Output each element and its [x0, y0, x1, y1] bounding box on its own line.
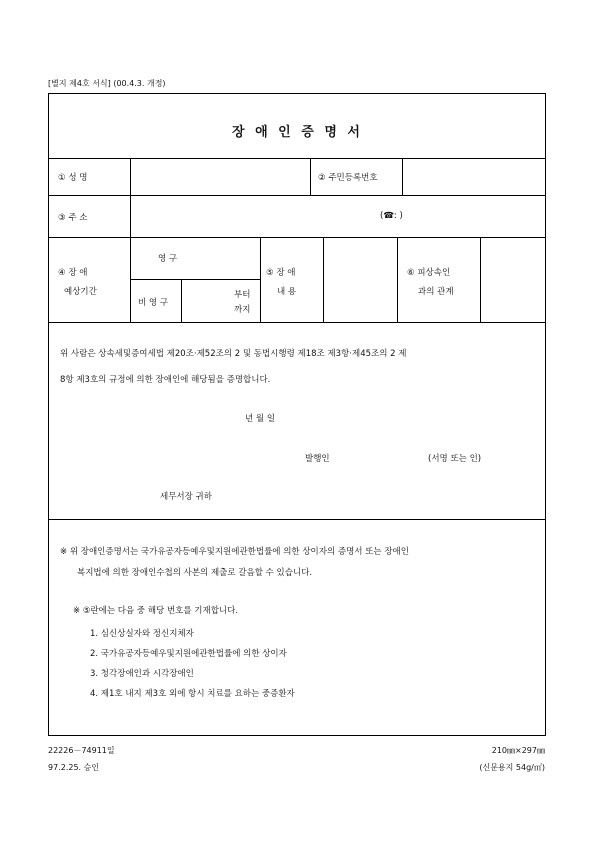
signature-label: (서명 또는 인)	[428, 454, 482, 464]
disability-period-label: ④ 장 애	[58, 268, 88, 278]
form-code: 22226－74911일	[48, 746, 115, 755]
certification-text-line1: 위 사람은 상속세및증여세법 제20조·제52조의 2 및 동법시행령 제18조 제3항·제45조의 2 제	[60, 349, 407, 359]
issuer-label: 발행인	[305, 454, 330, 464]
paper-size: 210㎜×297㎜	[491, 746, 545, 755]
note-item: 2. 국가유공자등예우및지원에관한법률에 의한 상이자	[90, 649, 287, 659]
disability-period-label-2: 예상기간	[64, 287, 97, 297]
divider	[402, 158, 403, 195]
divider	[130, 279, 260, 280]
rrn-field[interactable]	[406, 162, 542, 192]
form-title: 장 애 인 증 명 서	[232, 125, 363, 140]
note-item: 1. 심신상실자와 정신지체자	[90, 629, 194, 639]
divider	[130, 158, 131, 322]
relation-label-2: 과의 관계	[418, 287, 454, 297]
relation-label: ⑥ 피상속인	[407, 268, 451, 278]
certification-text-line2: 8항 제3호의 규정에 의한 장애인에 해당됨을 증명합니다.	[60, 375, 271, 385]
disability-content-label-2: 내 용	[277, 287, 297, 297]
until-label: 까지	[234, 305, 251, 315]
note-item: 3. 청각장애인과 시각장애인	[90, 669, 194, 679]
approval-date: 97.2.25. 승인	[48, 763, 100, 772]
note1-line2: 복지법에 의한 장애인수첩의 사본의 제출로 갈음할 수 있습니다.	[77, 568, 313, 578]
address-label: ③ 주 소	[58, 213, 88, 223]
disability-content-field[interactable]	[327, 241, 393, 318]
date-line: 년 월 일	[245, 414, 276, 424]
form-reference: [별지 제4호 서식] (00.4.3. 개정)	[48, 79, 166, 88]
name-field[interactable]	[134, 162, 306, 192]
divider	[48, 158, 546, 159]
divider	[48, 322, 546, 323]
divider	[323, 237, 324, 322]
disability-content-label: ⑤ 장 애	[266, 268, 296, 278]
note1-line1: ※ 위 장애인증명서는 국가유공자등예우및지원에관한법률에 의한 상이자의 증명서 또는 장애인	[60, 547, 409, 557]
divider	[48, 519, 546, 520]
divider	[310, 158, 311, 195]
non-permanent-label: 비 영 구	[138, 298, 169, 308]
divider	[260, 237, 261, 322]
divider	[181, 279, 182, 322]
divider	[48, 237, 546, 238]
divider	[397, 237, 398, 322]
rrn-label: ② 주민등록번호	[318, 173, 378, 183]
divider	[480, 237, 481, 322]
address-field[interactable]	[134, 199, 374, 233]
divider	[48, 195, 546, 196]
permanent-label: 영 구	[158, 254, 178, 264]
note-item: 4. 제1호 내지 제3호 외에 항시 치료를 요하는 중증환자	[90, 689, 295, 699]
name-label: ① 성 명	[58, 173, 88, 183]
relation-field[interactable]	[484, 241, 542, 318]
from-label: 부터	[234, 290, 251, 300]
paper-type: (신문용지 54g/㎡)	[479, 763, 545, 772]
addressee: 세무서장 귀하	[160, 492, 212, 502]
phone-field[interactable]: (☎: )	[380, 211, 403, 221]
note2-heading: ※ ⑤란에는 다음 중 해당 번호를 기재합니다.	[73, 606, 239, 616]
